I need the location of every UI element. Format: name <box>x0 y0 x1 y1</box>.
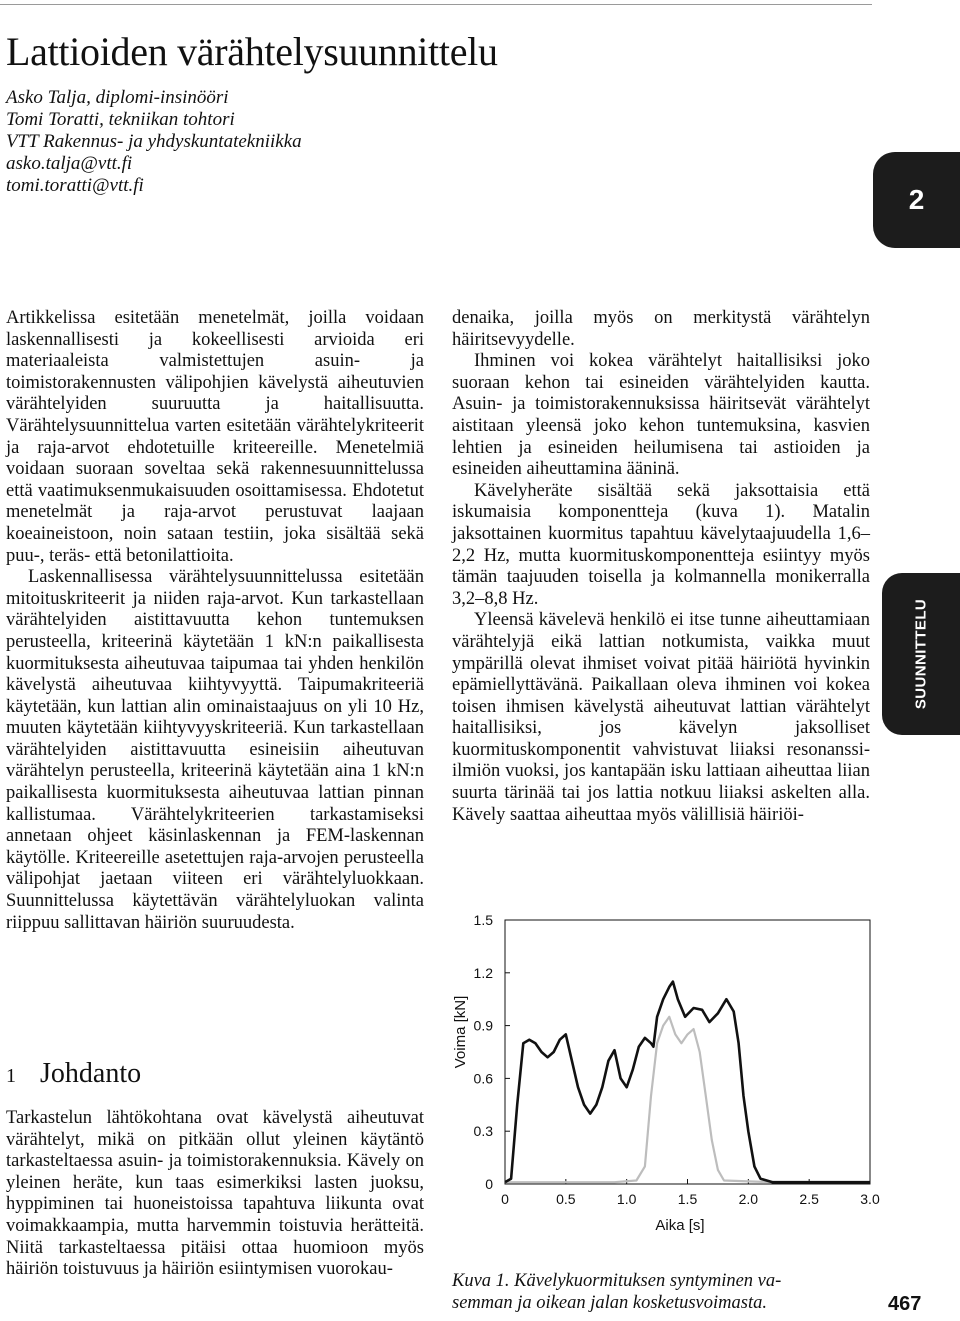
x-tick-label: 0 <box>501 1191 509 1207</box>
body-paragraph: Kävelyheräte sisältää sekä jaksottaisia että iskumaisia komponentteja (kuva 1). Matalin jaksottainen kuormitus tapahtuu kävelytaajuudella 1,6–2,2 Hz, mutta kuormituskomponentteja esiintyy myös tämän taajuuden toisella ja kolmannella monikerralla 3,2–8,8 Hz. <box>452 480 870 609</box>
section-number: 1 <box>6 1065 16 1087</box>
y-axis-label: Voima [kN] <box>452 995 469 1069</box>
chapter-tab <box>873 152 960 248</box>
y-tick-label: 0 <box>485 1176 493 1192</box>
chart-lines <box>505 982 870 1183</box>
figure-caption <box>452 1271 872 1314</box>
caption-line: Kuva 1. Kävelykuormituksen syntyminen va- <box>452 1271 782 1291</box>
chapter-number: 2 <box>908 184 925 215</box>
x-tick-label: 1.5 <box>677 1191 698 1207</box>
section-tab <box>882 573 960 735</box>
top-rule <box>0 4 872 5</box>
body-paragraph: Ihminen voi kokea värähtelyt haitallisiksi joko suoraan kehon tai esineiden värähtelyiden kautta. Asuin- ja toimistorakennuksissa häiritsevät värähtelyt aistitaan yleensä joko kehon tuntemuksina, kasvien lehtien ja esineiden heilumisena tai astioiden ja esineiden aiheuttamina ääninä. <box>452 351 870 480</box>
author-line: Tomi Toratti, tekniikan tohtori <box>6 109 235 130</box>
right-column <box>452 308 870 826</box>
chart-axes <box>474 912 880 1207</box>
section-title: Johdanto <box>40 1058 142 1089</box>
body-paragraph: Yleensä kävelevä henkilö ei itse tunne aiheuttamiaan värähtelyjä eikä lattian notkumista, vaikka muut ympärillä olevat ihmiset voivat pitää häiriötä hyvinkin epämiellyttävänä. Paikallaan oleva ihminen voi kokea toisen ihmisen kävelystä aiheutuvat lattian värähtelyt haitallisiksi, jos kävelyn jaksolliset kuormituskomponentit vahvistuvat liiaksi resonanssi-ilmiön vuoksi, jos kantapään isku lattiaan aiheuttaa liian suurta tärinää tai jos lattia notkuu liiaksi askelten alla. Kävely saattaa aiheuttaa myös välillisiä häiriöi- <box>452 610 870 825</box>
y-tick-label: 1.2 <box>473 964 493 981</box>
author-block <box>6 87 302 197</box>
abstract <box>6 308 424 934</box>
section-label: SUUNNITTELU <box>912 598 930 710</box>
y-tick-label: 0.6 <box>473 1070 493 1087</box>
body-paragraph: Tarkastelun lähtökohtana ovat kävelystä aiheutuvat värähtelyt, mikä on pitkään ollut yleinen käytäntö tarkasteltaessa asuin- ja toimistorakennuksia. Kävely on yleinen heräte, kun taas esimerkiksi lasten juoksu, hyppiminen tai huoneistoissa tapahtuva liikunta ovat voimakkaampia, mutta harvemmin toistuvia herätteitä. Niitä tarkasteltaessa pitäisi ottaa huomioon myös häiriön toistuvuus ja häiriön esiintymisen vuorokau- <box>6 1108 424 1280</box>
x-tick-label: 0.5 <box>556 1191 576 1207</box>
y-tick-label: 0.3 <box>473 1123 493 1140</box>
x-tick-label: 2.0 <box>738 1191 759 1207</box>
author-line: Asko Talja, diplomi-insinööri <box>6 87 229 108</box>
page-title: Lattioiden värähtelysuunnittelu <box>6 29 498 74</box>
force-series-line-2 <box>505 982 870 1183</box>
x-tick-label: 2.5 <box>799 1191 819 1207</box>
author-email: tomi.toratti@vtt.fi <box>6 175 144 196</box>
caption-line: semman ja oikean jalan kosketusvoimasta. <box>452 1292 767 1313</box>
x-tick-label: 3.0 <box>860 1191 880 1207</box>
force-chart <box>440 892 880 1244</box>
body-paragraph: denaika, joilla myös on merkitystä värähtelyn häiritsevyydelle. <box>452 308 870 350</box>
abstract-paragraph: Laskennallisessa värähtelysuunnittelussa esitetään mitoituskriteerit ja niiden raja-arvot. Kun tarkastellaan värähtelyiden aistittavuutta kehon tuntemuksen perusteella, kriteerinä käytetään 1 kN:n paikallisesta kuormituksesta aiheutuvaa taipumaa tai yhden henkilön kävelystä aiheutuvaa kiihtyvyyttä. Taipumakriteeriä käytetään, kun lattian alin ominaistaajuus on yli 10 Hz, muuten käytetään kiihtyvyyskriteeriä. Kun tarkastellaan värähtelyiden aistittavuutta esineisiin aiheutuvan värähtelyn perusteella, kriteerinä käytetään aina 1 kN:n paikallisesta kuormituksesta aiheutuvaa lattian pinnan kallistumaa. Värähtelykriteerien tarkastamiseksi annetaan ohjeet käsinlaskennan ja FEM-laskennan käytölle. Kriteereille asetettujen raja-arvojen perusteella välipohjat jaetaan viiteen eri värähtelyluokkaan. Suunnittelussa käytettävän värähtelyluokan valinta riippuu sallittavan häiriön suuruudesta. <box>6 567 424 933</box>
section-heading <box>6 1058 141 1090</box>
y-tick-label: 1.5 <box>473 912 493 928</box>
x-axis-label: Aika [s] <box>655 1217 705 1234</box>
author-line: VTT Rakennus- ja yhdyskuntatekniikka <box>6 131 302 152</box>
x-tick-label: 1.0 <box>616 1191 637 1207</box>
abstract-paragraph: Artikkelissa esitetään menetelmät, joilla voidaan laskennallisesti ja kokeellisesti arvioida eri materiaaleista valmistettujen asuin- ja toimistorakennusten välipohjien kävelystä aiheutuvien värähtelyiden suuruutta ja haitallisuutta. Värähtelysuunnittelua varten esitetään värähtelykriteerit ja raja-arvot ehdotetuille kriteereille. Menetelmiä voidaan suoraan soveltaa sekä rakennesuunnittelussa että vaatimuksenmukaisuuden osoittamisessa. Ehdotetut menetelmät ja raja-arvot perustuvat laajaan koeaineistoon, noin sataan testiin, joka sisältää sekä puu-, teräs- että betonilattioita. <box>6 308 424 566</box>
plot-frame <box>505 920 870 1184</box>
page-number: 467 <box>888 1293 922 1315</box>
author-email: asko.talja@vtt.fi <box>6 153 133 174</box>
intro-text <box>6 1108 424 1281</box>
y-tick-label: 0.9 <box>473 1017 493 1034</box>
